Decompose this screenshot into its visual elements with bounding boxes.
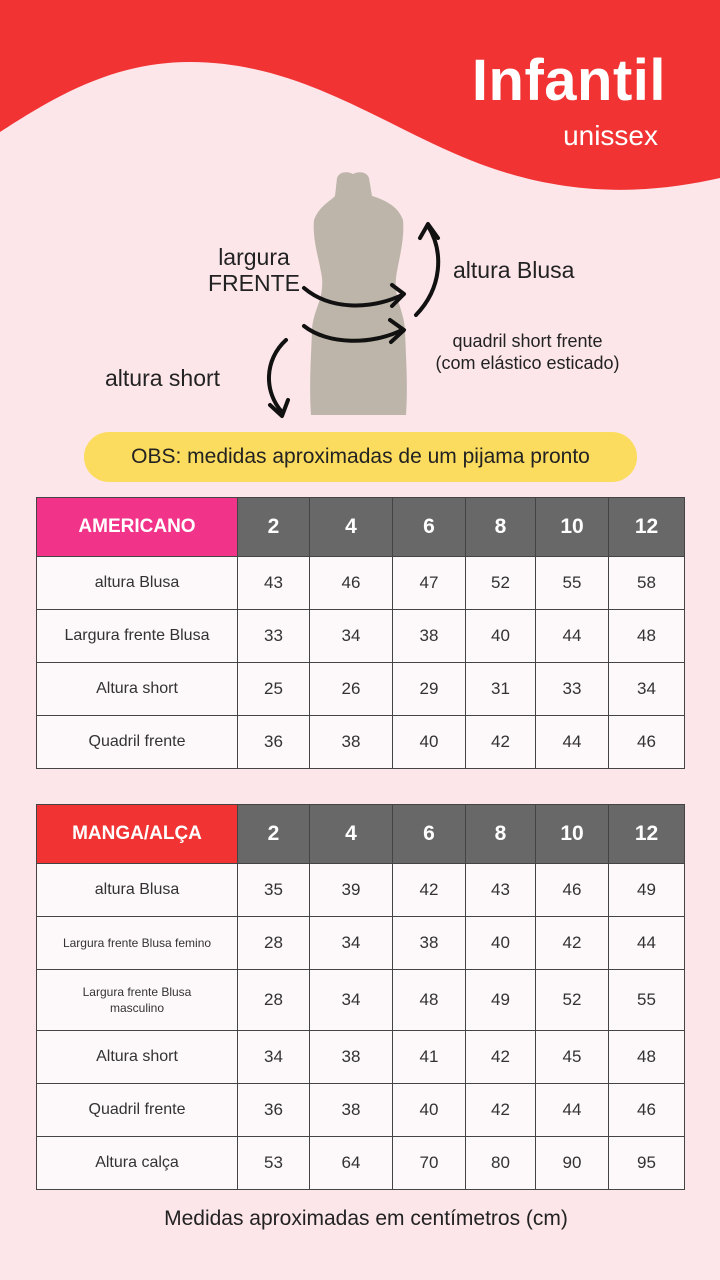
row-label: altura Blusa bbox=[37, 557, 238, 610]
measurement-diagram bbox=[0, 160, 720, 430]
row-label: Largura frente Blusa masculino bbox=[37, 970, 238, 1031]
obs-text: OBS: medidas aproximadas de um pijama pronto bbox=[131, 445, 590, 468]
table-cell: 34 bbox=[310, 917, 393, 970]
table-cell: 49 bbox=[466, 970, 536, 1031]
table-cell: 45 bbox=[536, 1031, 609, 1084]
size-header: 6 bbox=[393, 498, 466, 557]
table-cell: 31 bbox=[466, 663, 536, 716]
table-cell: 28 bbox=[238, 970, 310, 1031]
table-cell: 36 bbox=[238, 716, 310, 769]
table-cell: 42 bbox=[466, 716, 536, 769]
size-header: 4 bbox=[310, 498, 393, 557]
table-row bbox=[37, 970, 685, 1031]
table-cell: 40 bbox=[393, 1084, 466, 1137]
table-cell: 64 bbox=[310, 1137, 393, 1190]
table-cell: 48 bbox=[393, 970, 466, 1031]
table-cell: 35 bbox=[238, 864, 310, 917]
table-cell: 34 bbox=[238, 1031, 310, 1084]
table-row bbox=[37, 663, 685, 716]
table-cell: 43 bbox=[466, 864, 536, 917]
size-header: 2 bbox=[238, 498, 310, 557]
table-cell: 46 bbox=[310, 557, 393, 610]
size-header: 8 bbox=[466, 498, 536, 557]
table-row bbox=[37, 716, 685, 769]
row-label: Quadril frente bbox=[37, 716, 238, 769]
label-altura-blusa: altura Blusa bbox=[453, 257, 575, 283]
table-header-label: AMERICANO bbox=[37, 498, 238, 557]
table-cell: 42 bbox=[536, 917, 609, 970]
table-cell: 40 bbox=[393, 716, 466, 769]
size-header: 4 bbox=[310, 805, 393, 864]
row-label: Altura calça bbox=[37, 1137, 238, 1190]
table-row bbox=[37, 1137, 685, 1190]
table-cell: 48 bbox=[609, 610, 685, 663]
table-cell: 46 bbox=[609, 1084, 685, 1137]
table-cell: 41 bbox=[393, 1031, 466, 1084]
label-largura: largura bbox=[218, 244, 290, 270]
table-cell: 34 bbox=[310, 970, 393, 1031]
table-cell: 40 bbox=[466, 610, 536, 663]
size-header: 10 bbox=[536, 498, 609, 557]
row-label: altura Blusa bbox=[37, 864, 238, 917]
table-cell: 55 bbox=[536, 557, 609, 610]
table-cell: 55 bbox=[609, 970, 685, 1031]
label-quadril-line2: (com elástico esticado) bbox=[435, 352, 620, 373]
page-subtitle: unissex bbox=[563, 120, 658, 151]
table-cell: 49 bbox=[609, 864, 685, 917]
size-header: 2 bbox=[238, 805, 310, 864]
footer-note: Medidas aproximadas em centímetros (cm) bbox=[164, 1207, 568, 1230]
table-row bbox=[37, 864, 685, 917]
table-cell: 28 bbox=[238, 917, 310, 970]
table-cell: 26 bbox=[310, 663, 393, 716]
table-cell: 52 bbox=[536, 970, 609, 1031]
row-label: Altura short bbox=[37, 1031, 238, 1084]
table-cell: 46 bbox=[609, 716, 685, 769]
table-cell: 33 bbox=[536, 663, 609, 716]
table-cell: 34 bbox=[310, 610, 393, 663]
page-title: Infantil bbox=[471, 48, 666, 113]
row-label: Altura short bbox=[37, 663, 238, 716]
size-header: 6 bbox=[393, 805, 466, 864]
table-cell: 90 bbox=[536, 1137, 609, 1190]
table-cell: 48 bbox=[609, 1031, 685, 1084]
table-cell: 80 bbox=[466, 1137, 536, 1190]
table-cell: 95 bbox=[609, 1137, 685, 1190]
size-header: 8 bbox=[466, 805, 536, 864]
table-cell: 38 bbox=[310, 1084, 393, 1137]
table-cell: 47 bbox=[393, 557, 466, 610]
label-frente: FRENTE bbox=[208, 270, 300, 297]
table-cell: 36 bbox=[238, 1084, 310, 1137]
table-cell: 29 bbox=[393, 663, 466, 716]
table-cell: 34 bbox=[609, 663, 685, 716]
size-table-americano bbox=[36, 497, 685, 769]
table-row bbox=[37, 1031, 685, 1084]
table-row bbox=[37, 610, 685, 663]
size-table-manga-alca bbox=[36, 804, 685, 1190]
size-header: 12 bbox=[609, 498, 685, 557]
size-header: 10 bbox=[536, 805, 609, 864]
table-cell: 39 bbox=[310, 864, 393, 917]
table-row bbox=[37, 917, 685, 970]
row-label: Largura frente Blusa femino bbox=[37, 917, 238, 970]
table-cell: 44 bbox=[609, 917, 685, 970]
table-header-row bbox=[37, 498, 685, 557]
table-cell: 38 bbox=[393, 917, 466, 970]
table-row bbox=[37, 1084, 685, 1137]
table-cell: 44 bbox=[536, 716, 609, 769]
table-cell: 42 bbox=[393, 864, 466, 917]
label-quadril-line1: quadril short frente bbox=[452, 331, 603, 351]
table-header-label: MANGA/ALÇA bbox=[37, 805, 238, 864]
table-cell: 42 bbox=[466, 1084, 536, 1137]
label-altura-short: altura short bbox=[105, 365, 221, 391]
size-header: 12 bbox=[609, 805, 685, 864]
table-cell: 44 bbox=[536, 1084, 609, 1137]
table-cell: 38 bbox=[393, 610, 466, 663]
table-cell: 43 bbox=[238, 557, 310, 610]
obs-note bbox=[84, 432, 637, 482]
table-cell: 70 bbox=[393, 1137, 466, 1190]
table-cell: 42 bbox=[466, 1031, 536, 1084]
table-cell: 58 bbox=[609, 557, 685, 610]
table-cell: 40 bbox=[466, 917, 536, 970]
table-cell: 53 bbox=[238, 1137, 310, 1190]
row-label: Largura frente Blusa bbox=[37, 610, 238, 663]
table-cell: 46 bbox=[536, 864, 609, 917]
label-quadril-short bbox=[420, 331, 635, 374]
row-label: Quadril frente bbox=[37, 1084, 238, 1137]
table-cell: 38 bbox=[310, 716, 393, 769]
table-cell: 33 bbox=[238, 610, 310, 663]
table-cell: 38 bbox=[310, 1031, 393, 1084]
table-cell: 25 bbox=[238, 663, 310, 716]
label-largura-frente bbox=[208, 244, 300, 297]
table-row bbox=[37, 557, 685, 610]
table-header-row bbox=[37, 805, 685, 864]
table-cell: 52 bbox=[466, 557, 536, 610]
table-cell: 44 bbox=[536, 610, 609, 663]
